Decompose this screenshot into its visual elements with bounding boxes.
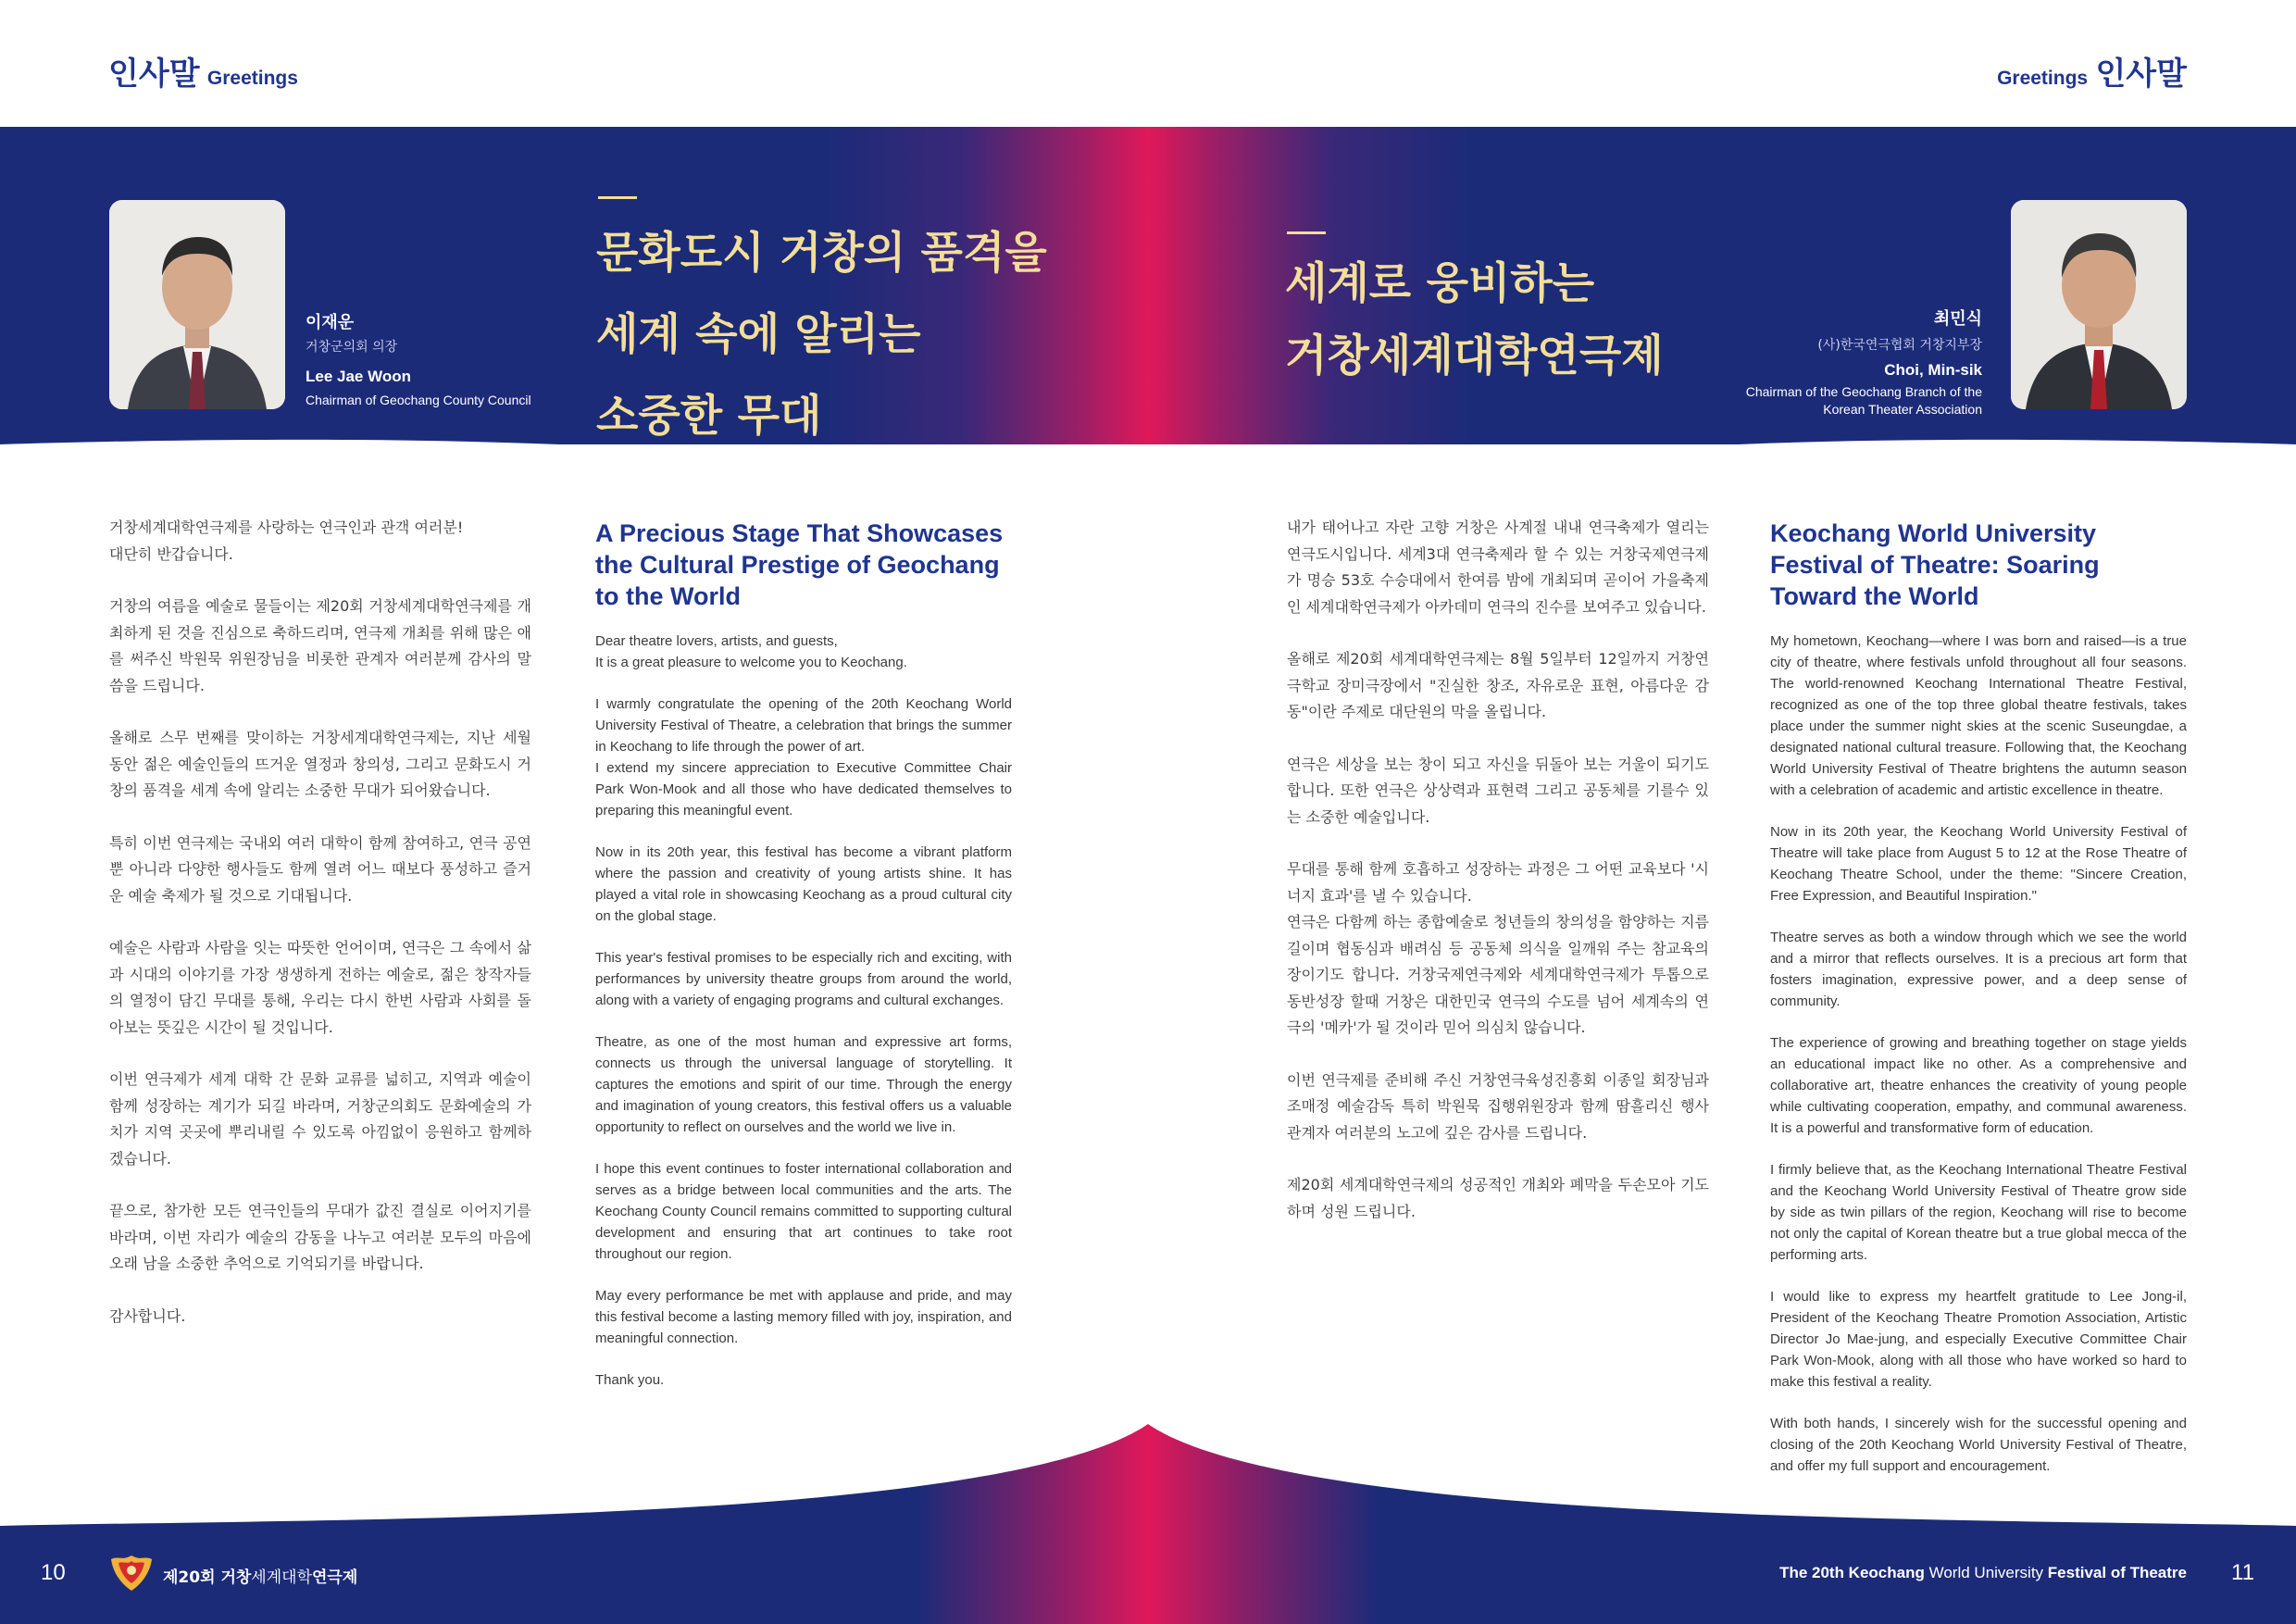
col4-paragraph: The experience of growing and breathing together on stage yields an educational impact like no other. As a comprehensive and collaborative art, theatre enhances the creativity of young people while cultivating cooperation, empathy, and communal awareness. It is a powerful and transformative form of education. <box>1770 1035 2187 1136</box>
column-4-english <box>1770 518 2187 1497</box>
col1-paragraph: 예술은 사람과 사람을 잇는 따뜻한 언어이며, 연극은 그 속에서 삶과 시대의 이야기를 가장 생생하게 전하는 예술로, 젊은 창작자들의 열정이 담긴 무대를 통해, 우리는 다시 한번 사람과 사회를 돌아보는 뜻깊은 시간이 될 것입니다. <box>109 939 531 1036</box>
col1-paragraph: 올해로 스무 번째를 맞이하는 거창세계대학연극제는, 지난 세월 동안 젊은 예술인들의 뜨거운 열정과 창의성, 그리고 문화도시 거창의 품격을 세계 속에 알리는 소중한 무대가 되어왔습니다. <box>109 729 531 799</box>
right-page-number: 11 <box>2231 1560 2254 1585</box>
right-person-title-en-1: Chairman of the Geochang Branch of the <box>1745 384 1982 399</box>
col2-paragraph: Thank you. <box>595 1372 665 1388</box>
left-headline-line2: 세계 속에 알리는 <box>596 309 921 360</box>
col4-title: Keochang World University Festival of Theatre: Soaring Toward the World <box>1770 519 2100 610</box>
festival-emblem-icon <box>109 1552 154 1594</box>
col3-paragraph: 이번 연극제를 준비해 주신 거창연극육성진흥회 이종일 회장님과 조매정 예술감독 특히 박원묵 집행위원장과 함께 땀흘리신 행사 관계자 여러분의 노고에 깊은 감사를 드립니다. <box>1287 1070 1709 1142</box>
right-person-name-ko: 최민식 <box>1933 309 1982 329</box>
footer-left-d: 연극제 <box>312 1568 358 1587</box>
left-page-number: 10 <box>41 1560 66 1585</box>
right-headline <box>1285 248 1664 393</box>
col4-paragraph: I firmly believe that, as the Keochang International Theatre Festival and the Keochang World University Festival of Theatre grow side by side as twin pillars of the region, Keochang will rise to become not only the capital of Korean theatre but a true global mecca of the performing arts. <box>1770 1162 2187 1263</box>
col1-paragraph: 끝으로, 참가한 모든 연극인들의 무대가 값진 결실로 이어지기를 바라며, 이번 자리가 예술의 감동을 나누고 여러분 모두의 마음에 오래 남을 소중한 추억으로 기억되기를 바랍니다. <box>109 1202 531 1272</box>
right-person-name-en: Choi, Min-sik <box>1884 361 1982 379</box>
right-person-title-en-2: Korean Theater Association <box>1823 402 1982 417</box>
left-person-name-en: Lee Jae Woon <box>306 368 411 385</box>
left-headline-line3: 소중한 무대 <box>596 391 822 442</box>
left-label-en: Greetings <box>206 68 298 89</box>
col1-paragraph: 이번 연극제가 세계 대학 간 문화 교류를 넓히고, 지역과 예술이 함께 성장하는 계기가 되길 바라며, 거창군의회도 문화예술의 가치가 지역 곳곳에 뿌리내릴 수 있도록 아낌없이 응원하고 함께하겠습니다. <box>109 1070 531 1168</box>
col3-paragraph: 제20회 세계대학연극제의 성공적인 개최와 폐막을 두손모아 기도하며 성원 드립니다. <box>1287 1176 1709 1220</box>
left-label-ko: 인사말 <box>108 56 200 93</box>
col3-paragraph: 올해로 제20회 세계대학연극제는 8월 5일부터 12일까지 거창연극학교 장미극장에서 "진실한 창조, 자유로운 표현, 아름다운 감동"이란 주제로 대단원의 막을 올립니다. <box>1287 650 1709 720</box>
col3-paragraph: 내가 태어나고 자란 고향 거창은 사계절 내내 연극축제가 열리는 연극도시입니다. 세계3대 연극축제라 할 수 있는 거창국제연극제가 명승 53호 수승대에서 한여름 밤에 개최되며 곧이어 가을축제인 세계대학연극제가 아카데미 연극의 진수를 보여주고 있습니다. <box>1287 518 1709 616</box>
right-page-label <box>1997 48 2187 94</box>
right-headline-dash <box>1287 231 1326 234</box>
col2-paragraph: May every performance be met with applause and pride, and may this festival become a lasting memory filled with joy, inspiration, and meaningful connection. <box>595 1288 1012 1346</box>
col2-paragraph: Dear theatre lovers, artists, and guests, It is a great pleasure to welcome you to Keochang. <box>595 633 907 670</box>
col2-paragraph: I warmly congratulate the opening of the 20th Keochang World University Festival of Theatre, a celebration that brings the summer in Keochang to life through the power of art. I extend my sincere appreciation to Executive Committee Chair Park Won-Mook and all those who have dedicated themselves to preparing this meaningful event. <box>595 696 1012 818</box>
col2-paragraph: Now in its 20th year, this festival has become a vibrant platform where the passion and creativity of young artists shine. It has played a vital role in showcasing Keochang as a proud cultural city on the global stage. <box>595 844 1012 924</box>
col4-paragraph: My hometown, Keochang—where I was born and raised—is a true city of theatre, where festivals unfold throughout all four seasons. The world-renowned Keochang International Theatre Festival, recognized as one of the top three global theatre festivals, takes place under the summer night skies at the scenic Suseungdae, a designated national cultural treasure. Following that, the Keochang World University Festival of Theatre brightens the autumn season with a celebration of academic and artistic excellence in theatre. <box>1770 633 2187 798</box>
left-person-title-en: Chairman of Geochang County Council <box>306 393 531 407</box>
col2-title: A Precious Stage That Showcases the Cultural Prestige of Geochang to the World <box>595 519 1004 610</box>
left-person-photo <box>109 200 285 409</box>
right-label-ko: 인사말 <box>2095 56 2187 93</box>
col4-body <box>1770 631 2187 1477</box>
column-1-korean <box>109 515 531 1355</box>
left-person-title-ko: 거창군의회 의장 <box>306 340 398 355</box>
left-headline-line1: 문화도시 거창의 품격을 <box>596 228 1047 279</box>
right-person-title-ko: (사)한국연극협회 거창지부장 <box>1817 338 1982 353</box>
col2-paragraph: This year's festival promises to be especially rich and exciting, with performances by university theatre groups from around the world, along with a variety of engaging programs and cultural exchanges. <box>595 950 1012 1008</box>
col1-paragraph: 거창의 여름을 예술로 물들이는 제20회 거창세계대학연극제를 개최하게 된 것을 진심으로 축하드리며, 연극제 개최를 위해 많은 애를 써주신 박원묵 위원장님을 비롯한 관계자 여러분께 감사의 말씀을 드립니다. <box>109 597 531 694</box>
footer-left-a: 제20회 <box>163 1568 216 1587</box>
footer-right-b: World University <box>1928 1564 2044 1581</box>
col4-paragraph: Theatre serves as both a window through which we see the world and a mirror that reflects ourselves. It is a precious art form that fosters imagination, expressive power, and a deep sense of community. <box>1770 930 2187 1009</box>
footer-right-c: Festival of Theatre <box>2047 1564 2187 1581</box>
col2-paragraph: I hope this event continues to foster international collaboration and serves as a bridge between local communities and the arts. The Keochang County Council remains committed to supporting cultural development and ensuring that art continues to take root throughout our region. <box>595 1161 1012 1262</box>
right-headline-line1: 세계로 웅비하는 <box>1285 258 1595 309</box>
column-2-english <box>595 518 1012 1411</box>
left-headline <box>596 213 1047 457</box>
col4-paragraph: With both hands, I sincerely wish for the successful opening and closing of the 20th Keochang World University Festival of Theatre, and offer my full support and encouragement. <box>1770 1416 2187 1474</box>
footer-right-a: The 20th Keochang <box>1779 1564 1925 1581</box>
left-person-name-ko: 이재운 <box>306 313 355 332</box>
col4-paragraph: I would like to express my heartfelt gratitude to Lee Jong-il, President of the Keochang Theatre Promotion Association, Artistic Director Jo Mae-jung, and especially Executive Committee Chair Park Won-Mook, along with all those who have worked so hard to make this festival a reality. <box>1770 1289 2187 1390</box>
right-person-info <box>1649 306 1982 418</box>
col2-body <box>595 631 1012 1391</box>
col1-paragraph: 거창세계대학연극제를 사랑하는 연극인과 관객 여러분! 대단히 반갑습니다. <box>109 518 464 563</box>
col3-paragraph: 연극은 세상을 보는 창이 되고 자신을 뒤돌아 보는 거울이 되기도 합니다. 또한 연극은 상상력과 표현력 그리고 공동체를 기를수 있는 소중한 예술입니다. <box>1287 755 1709 826</box>
column-3-korean <box>1287 515 1709 1251</box>
right-person-photo <box>2011 200 2187 409</box>
col1-paragraph: 특히 이번 연극제는 국내외 여러 대학이 함께 참여하고, 연극 공연뿐 아니라 다양한 행사들도 함께 열려 어느 때보다 풍성하고 즐거운 예술 축제가 될 것으로 기대됩니다. <box>109 833 531 905</box>
col3-paragraph: 무대를 통해 함께 호흡하고 성장하는 과정은 그 어떤 교육보다 '시너지 효과'를 낼 수 있습니다. 연극은 다함께 하는 종합예술로 청년들의 창의성을 함양하는 지름길이며 협동심과 배려심 등 공동체 의식을 일깨워 주는 참교육의 장이기도 합니다. 거창국제연극제와 세계대학연극제가 투톱으로 동반성장 할때 거창은 대한민국 연극의 수도를 넘어 세계속의 연극의 '메카'가 될 것이라 믿어 의심치 않습니다. <box>1287 860 1709 1036</box>
left-page-label <box>108 48 298 94</box>
footer-left-c: 세계대학 <box>251 1568 312 1587</box>
footer-left-label <box>163 1564 357 1587</box>
col4-paragraph: Now in its 20th year, the Keochang World University Festival of Theatre will take place from August 5 to 12 at the Rose Theatre of Keochang Theatre School, under the theme: "Sincere Creation, Free Expression, and Beautiful Inspiration." <box>1770 824 2187 904</box>
left-headline-dash <box>598 196 637 199</box>
right-label-en: Greetings <box>1997 68 2089 89</box>
footer-left-b: 거창 <box>220 1568 252 1587</box>
footer-right-label <box>1779 1564 2187 1582</box>
col1-paragraph: 감사합니다. <box>109 1306 186 1325</box>
col2-paragraph: Theatre, as one of the most human and expressive art forms, connects us through the universal language of storytelling. It captures the emotions and spirit of our time. Through the energy and imagination of young creators, this festival offers us a valuable opportunity to reflect on ourselves and the world we live in. <box>595 1034 1012 1135</box>
right-headline-line2: 거창세계대학연극제 <box>1285 331 1664 381</box>
